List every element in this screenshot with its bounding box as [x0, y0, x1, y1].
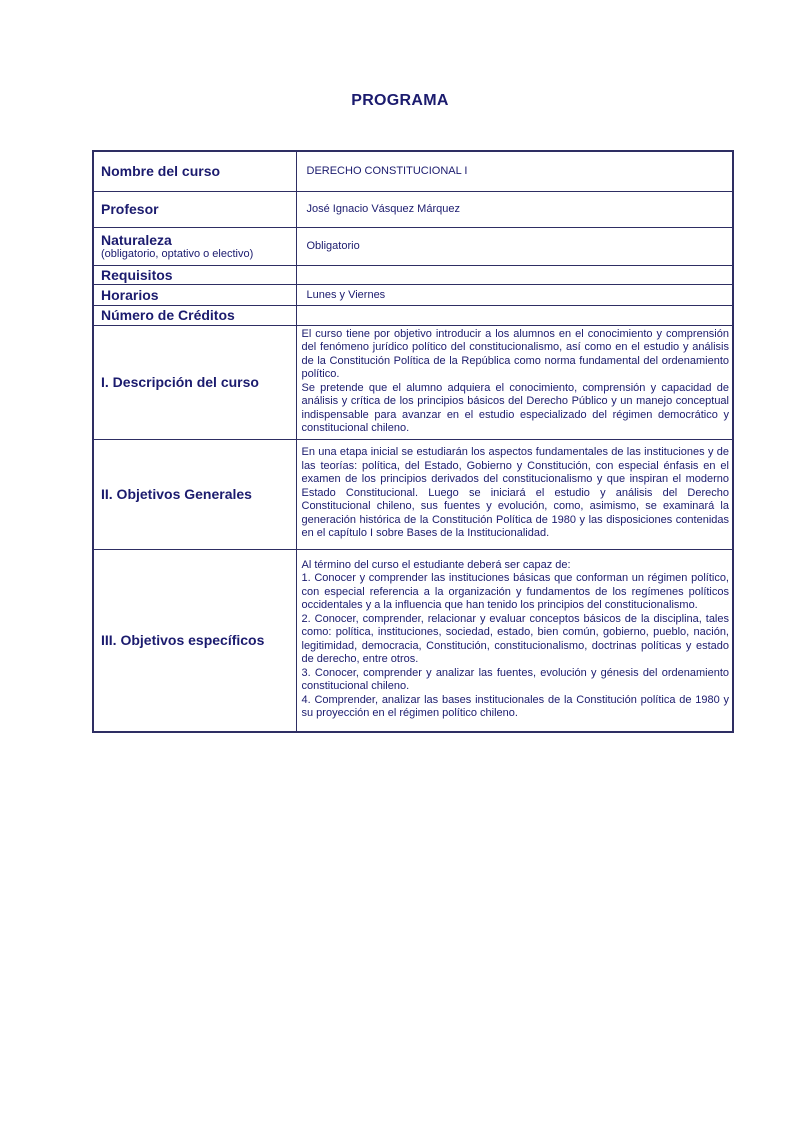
row-horarios	[93, 284, 733, 305]
row-label-descripcion-del-curso: I. Descripción del curso	[93, 325, 296, 439]
row-profesor	[93, 191, 733, 227]
row-nombre-del-curso	[93, 151, 733, 191]
row-value-nombre-del-curso: DERECHO CONSTITUCIONAL I	[296, 151, 733, 191]
row-value-numero-de-creditos	[296, 305, 733, 325]
row-label-horarios: Horarios	[93, 284, 296, 305]
page-title: PROGRAMA	[351, 92, 449, 109]
row-label-naturaleza-sublabel: (obligatorio, optativo o electivo)	[101, 248, 254, 260]
row-value-naturaleza: Obligatorio	[296, 227, 733, 265]
row-requisitos	[93, 265, 733, 284]
row-label-profesor: Profesor	[93, 191, 296, 227]
row-label-objetivos-especificos: III. Objetivos específicos	[93, 549, 296, 732]
row-value-requisitos	[296, 265, 733, 284]
row-label-requisitos: Requisitos	[93, 265, 296, 284]
row-label-nombre-del-curso: Nombre del curso	[93, 151, 296, 191]
row-label-numero-de-creditos: Número de Créditos	[93, 305, 296, 325]
paragraph: Al término del curso el estudiante deberá ser capaz de:	[301, 558, 571, 571]
paragraph: El curso tiene por objetivo introducir a los alumnos en el conocimiento y comprensión del fenómeno jurídico político del constitucionalismo, así como en el estudio y análisis de la Constitución Política de la República como norma fundamental del ordenamiento político.	[301, 327, 729, 380]
row-value-descripcion-del-curso	[296, 325, 733, 439]
row-value-objetivos-generales	[296, 439, 733, 549]
paragraph: 1. Conocer y comprender las instituciones básicas que conforman un régimen político, con especial referencia a la organización y fundamentos de los regímenes políticos occidentales y a la influencia que han tenido los principios del constitucionalismo.	[301, 572, 729, 612]
paragraph: 2. Conocer, comprender, relacionar y evaluar conceptos básicos de la disciplina, tales como: política, instituciones, sociedad, estado, bien común, gobierno, pueblo, nación, legitimidad, democracia, Constitución, constitucionalismo, doctrinas políticas y estado de derecho, entre otros.	[301, 612, 729, 666]
row-value-profesor: José Ignacio Vásquez Márquez	[296, 191, 733, 227]
paragraph: En una etapa inicial se estudiarán los aspectos fundamentales de las instituciones y de las teorías: política, del Estado, Gobierno y Constitución, con especial énfasis en el examen de los principios derivados del constitucionalismo y que inspiran el moderno Estado Constitucional. Luego se iniciará el estudio y análisis del Derecho Constitucional chileno, sus fuentes y evolución, como, asimismo, se examinará la generación histórica de la Constitución Política de 1980 y las disposiciones contenidas en el capítulo I sobre Bases de la Institucionalidad.	[301, 446, 729, 540]
row-label-objetivos-generales: II. Objetivos Generales	[93, 439, 296, 549]
row-numero-de-creditos	[93, 305, 733, 325]
row-value-horarios: Lunes y Viernes	[296, 284, 733, 305]
row-value-objetivos-especificos	[296, 549, 733, 732]
row-naturaleza	[93, 227, 733, 265]
row-objetivos-especificos	[93, 549, 733, 732]
row-objetivos-generales	[93, 439, 733, 549]
row-label-naturaleza-main: Naturaleza	[101, 232, 172, 248]
paragraph: 3. Conocer, comprender y analizar las fuentes, evolución y génesis del ordenamiento constitucional chileno.	[301, 666, 729, 693]
row-descripcion-del-curso	[93, 325, 733, 439]
paragraph: Se pretende que el alumno adquiera el conocimiento, comprensión y capacidad de análisis y crítica de los principios básicos del Derecho Público y un manejo conceptual indispensable para avanzar en el estudio especializado del régimen democrático y constitucional chileno.	[301, 381, 729, 434]
row-label-naturaleza	[93, 227, 296, 265]
paragraph: 4. Comprender, analizar las bases institucionales de la Constitución política de 1980 y su proyección en el régimen político chileno.	[301, 693, 729, 720]
program-table	[92, 150, 734, 733]
